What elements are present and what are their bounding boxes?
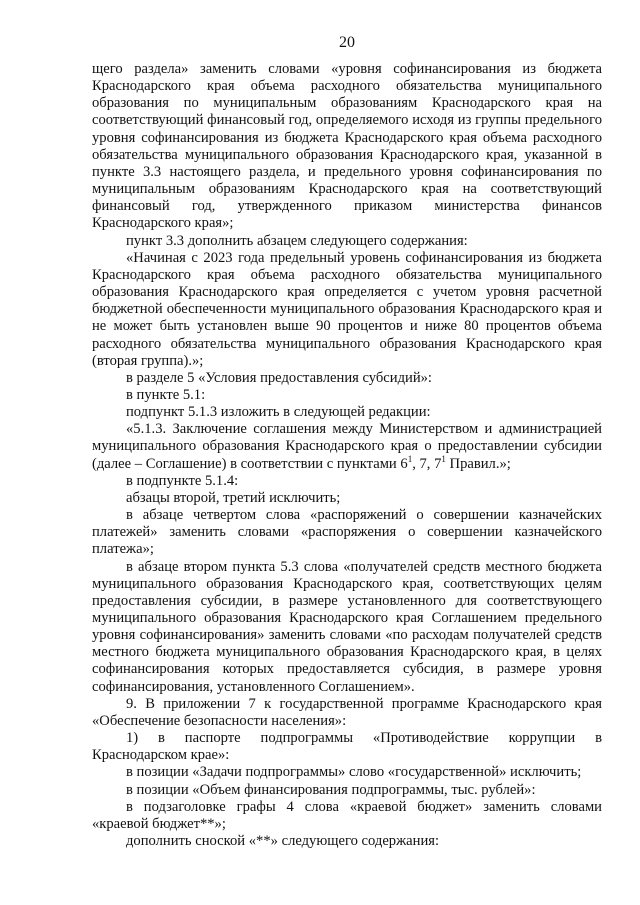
paragraph-4: в разделе 5 «Условия предоставления субсидий»: xyxy=(126,369,432,386)
paragraph-17: дополнить сноской «**» следующего содержания: xyxy=(126,833,440,850)
paragraph-1: щего раздела» заменить словами «уровня софинансирования из бюджета Краснодарского края объема расходного обязательства муниципального образования по муниципальным образованиям Краснодарского края на соответствующий финансовый год, определяемого исходя из группы предельного уровня софинансирования из бюджета Краснодарского края объема расходного обязательства муниципального образования Краснодарского края, указанной в пункте 3.3 настоящего раздела, и предельного уровня софинансирования по муниципальным образованиям Краснодарского края на соответствующий финансовый год, утвержденного приказом министерства финансов Краснодарского края»; xyxy=(92,61,602,232)
paragraph-16: в подзаголовке графы 4 слова «краевой бюджет» заменить словами «краевой бюджет**»; xyxy=(92,798,602,832)
paragraph-12: 9. В приложении 7 к государственной программе Краснодарского края «Обеспечение безопасности населения»: xyxy=(92,695,602,729)
superscript-2: 1 xyxy=(441,453,446,464)
paragraph-11: в абзаце втором пункта 5.3 слова «получателей средств местного бюджета муниципального образования Краснодарского края, соответствующих целям предоставления субсидии, в размере установленного для соответствующего муниципального образования Краснодарского края Соглашением предельного уровня софинансирования» заменить словами «по расходам получателей средств местного бюджета муниципального образования Краснодарского края, в целях софинансирования которых предоставляется субсидия, в размере уровня софинансирования, установленного Соглашением». xyxy=(92,558,602,695)
paragraph-7-text-after: Правил.»; xyxy=(445,455,511,472)
paragraph-3: «Начиная с 2023 года предельный уровень софинансирования из бюджета Краснодарского края объема расходного обязательства муниципального образования Краснодарского края определяется с учетом уровня расчетной бюджетной обеспеченности муниципального образования Краснодарского края и не может быть установлен выше 90 процентов и ниже 80 процентов объема расходного обязательства муниципального образования Краснодарского края (вторая группа).»; xyxy=(92,249,602,369)
paragraph-7-text-before: «5.1.3. Заключение соглашения между Министерством и администрацией муниципального образования Краснодарского края о предоставлении субсидии (далее – Соглашение) в соответствии с пунктами 6 xyxy=(92,421,602,472)
document-page xyxy=(92,34,602,850)
paragraph-15: в позиции «Объем финансирования подпрограммы, тыс. рублей»: xyxy=(126,781,536,798)
page-number: 20 xyxy=(339,34,355,51)
paragraph-9: абзацы второй, третий исключить; xyxy=(126,489,341,506)
paragraph-6: подпункт 5.1.3 изложить в следующей редакции: xyxy=(126,404,431,421)
paragraph-10: в абзаце четвертом слова «распоряжений о совершении казначейских платежей» заменить словами «распоряжения о совершении казначейского платежа»; xyxy=(92,507,602,558)
paragraph-2: пункт 3.3 дополнить абзацем следующего содержания: xyxy=(126,232,468,249)
paragraph-8: в подпункте 5.1.4: xyxy=(126,472,239,489)
paragraph-13: 1) в паспорте подпрограммы «Противодействие коррупции в Краснодарском крае»: xyxy=(92,730,602,764)
paragraph-5: в пункте 5.1: xyxy=(126,386,206,403)
paragraph-7 xyxy=(92,421,602,472)
superscript-1: 1 xyxy=(407,453,413,464)
paragraph-7-text-middle: , 7, 7 xyxy=(412,455,442,472)
paragraph-14: в позиции «Задачи подпрограммы» слово «государственной» исключить; xyxy=(126,764,582,781)
